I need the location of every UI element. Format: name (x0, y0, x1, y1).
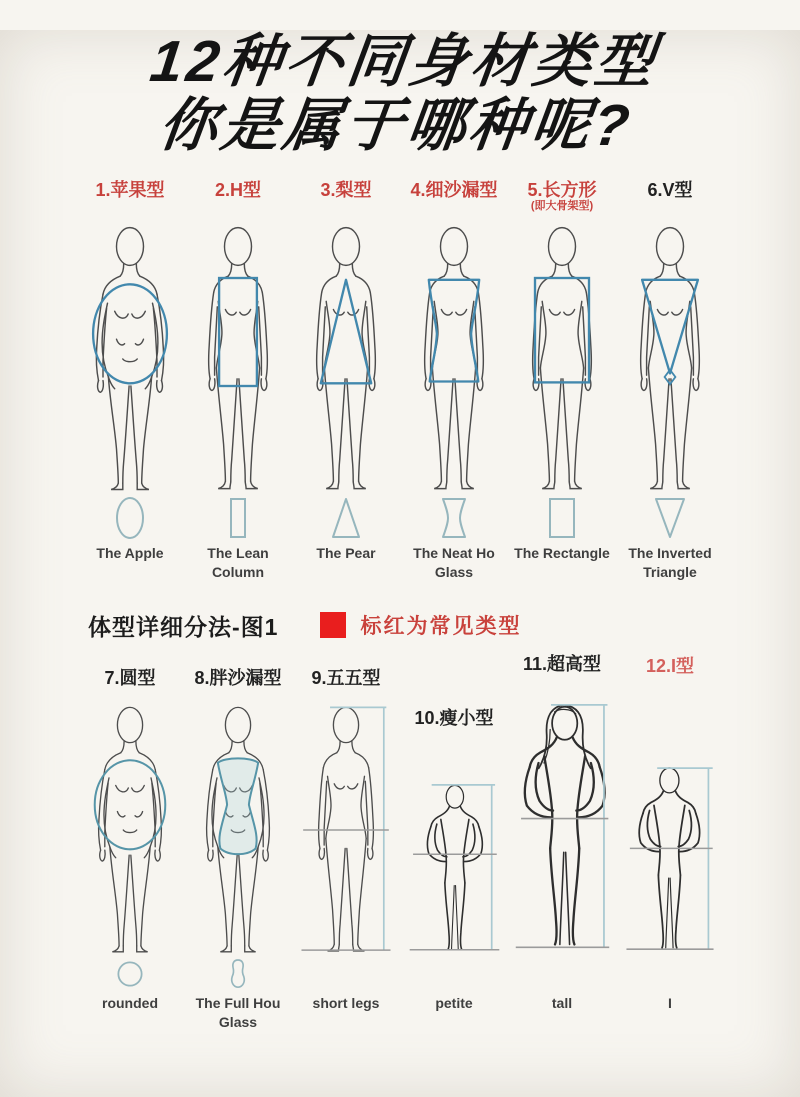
type-label-h: 2.H型 (214, 180, 261, 200)
circle-shape-icon (114, 957, 146, 991)
type-label-rounded: 7.圆型 (104, 668, 156, 688)
figure-short-legs (298, 704, 394, 956)
english-label-short-legs: short legs (312, 995, 380, 1011)
poster-title (0, 30, 800, 158)
type-label-apple: 1.苹果型 (95, 180, 165, 200)
figure-rounded (82, 704, 178, 956)
type-label-pear: 3.梨型 (320, 180, 372, 200)
figure-rectangle (511, 224, 613, 494)
title-line-1: 12种不同身材类型 (146, 29, 662, 94)
figure-inverted-triangle (619, 224, 721, 494)
rectangle-shape-icon (542, 495, 582, 541)
type-label-full-hourglass: 8.胖沙漏型 (194, 668, 282, 688)
body-type-lean-column (184, 158, 292, 590)
figure-lean-column (187, 224, 289, 494)
figure-apple (79, 224, 181, 494)
type-label-five-five: 9.五五型 (311, 668, 381, 688)
body-type-neat-hourglass (400, 158, 508, 590)
long-hair (538, 705, 590, 768)
english-label-rectangle: The Rectangle (514, 545, 610, 561)
figure-tall (514, 690, 611, 956)
type-label-rectangle: 5.长方形 (527, 180, 597, 200)
title-line-2: 你是属于哪种呢? (155, 93, 637, 158)
figure-petite (408, 744, 501, 956)
body-type-short-legs (292, 654, 400, 956)
ellipse-shape-icon (110, 495, 150, 541)
red-legend-square-icon (320, 612, 346, 638)
type-label-neat-hourglass: 4.细沙漏型 (410, 180, 498, 200)
figure-neat-hourglass (403, 224, 505, 494)
bottom-shape-icon-strip (0, 956, 800, 992)
section-divider (0, 608, 800, 642)
figure-full-hourglass (190, 704, 286, 956)
english-label-lean-column: The Lean Column (207, 545, 269, 580)
english-label-i: I (668, 995, 672, 1011)
top-body-types-row (0, 158, 800, 590)
english-label-petite: petite (435, 995, 473, 1011)
body-type-tall (508, 654, 616, 956)
english-label-rounded: rounded (102, 995, 158, 1011)
english-label-inverted-triangle: The Inverted Triangle (628, 545, 712, 580)
body-type-apple (76, 158, 184, 590)
type-label-v: 6.V型 (647, 180, 693, 200)
body-type-rounded (76, 654, 184, 956)
english-label-tall: tall (551, 995, 573, 1011)
type-label-tall: 11.超高型 (522, 654, 602, 674)
legend-text: 标红为常见类型 (360, 615, 522, 638)
peanut-shape-icon (224, 957, 252, 991)
body-type-rectangle (508, 158, 616, 590)
english-label-neat-hourglass: The Neat Ho Glass (413, 545, 495, 580)
type-label-petite: 10.瘦小型 (414, 708, 494, 728)
type-label-i: 12.I型 (645, 656, 695, 676)
body-type-full-hourglass (184, 654, 292, 956)
body-type-i-shape (616, 654, 724, 956)
bottom-english-labels-row (0, 994, 800, 1036)
english-label-full-hourglass: The Full Hou Glass (195, 995, 281, 1030)
body-type-petite (400, 654, 508, 956)
bottom-body-types-row (0, 654, 800, 956)
english-label-apple: The Apple (96, 545, 164, 561)
type-sublabel-rectangle: (即大骨架型) (530, 200, 594, 212)
body-type-inverted-triangle (616, 158, 724, 590)
figure-pear (295, 224, 397, 494)
divider-heading: 体型详细分法-图1 (88, 613, 279, 640)
hourglass-shape-icon (434, 495, 474, 541)
inverted-triangle-shape-icon (650, 495, 690, 541)
triangle-shape-icon (326, 495, 366, 541)
column-shape-icon (218, 495, 258, 541)
figure-i-shape (623, 734, 717, 956)
body-type-pear (292, 158, 400, 590)
english-label-pear: The Pear (316, 545, 376, 561)
